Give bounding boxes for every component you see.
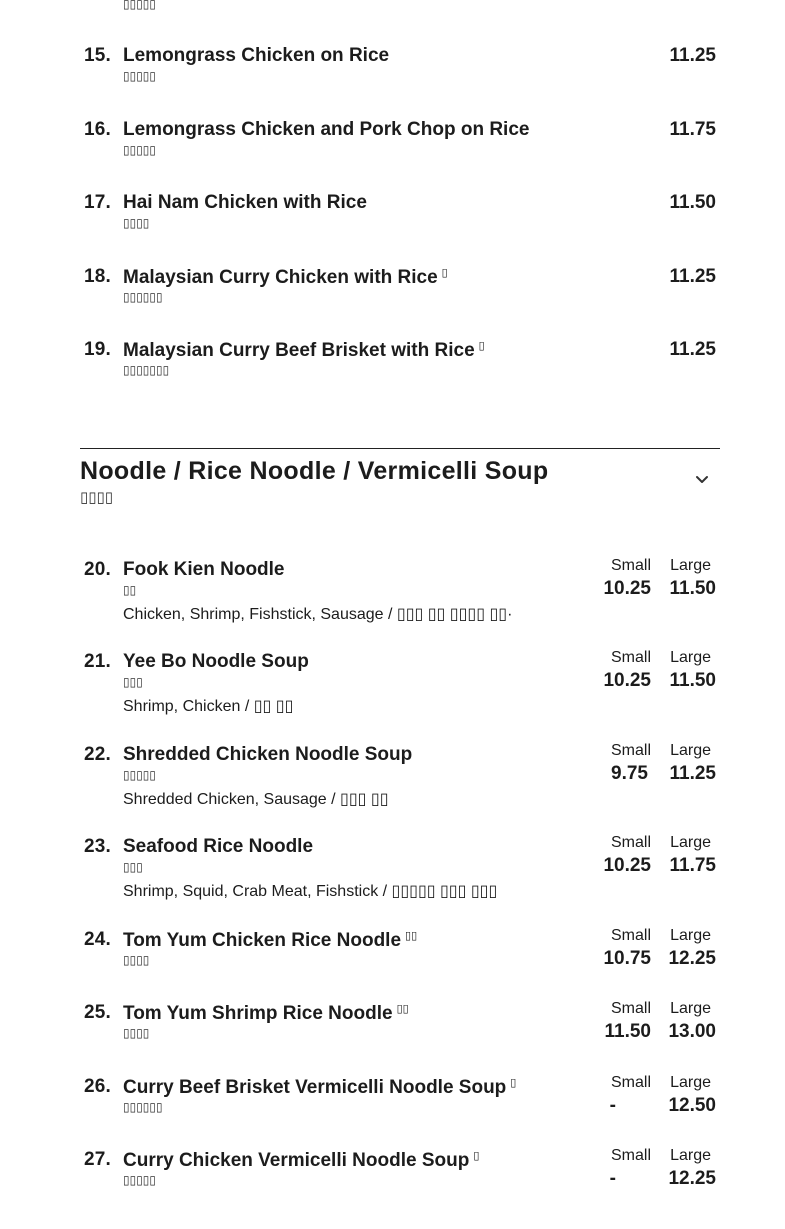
item-native-name: ▯▯▯▯▯▯ (123, 1100, 163, 1114)
menu-item[interactable] (84, 836, 716, 916)
small-price: - (609, 1095, 616, 1116)
large-price: 12.25 (668, 1168, 716, 1189)
item-native-name: ▯▯▯▯▯ (123, 143, 157, 157)
item-name: Seafood Rice Noodle (123, 836, 314, 857)
spicy-icon: ▯▯ (396, 1003, 409, 1015)
large-price: 11.50 (669, 578, 716, 599)
item-name: Malaysian Curry Chicken with Rice ▯ (123, 267, 448, 288)
menu-item[interactable] (84, 1149, 716, 1229)
item-number: 21. (84, 651, 112, 672)
small-price: 10.25 (603, 855, 651, 876)
large-size-label: Large (670, 1147, 711, 1164)
item-name: Shredded Chicken Noodle Soup (123, 744, 413, 765)
item-native-name: ▯▯▯▯▯ (123, 768, 157, 782)
small-size-label: Small (610, 1000, 651, 1017)
large-price: 11.50 (669, 670, 716, 691)
item-name: Lemongrass Chicken and Pork Chop on Rice (123, 119, 530, 140)
small-size-label: Small (610, 1074, 651, 1091)
large-size-label: Large (670, 557, 711, 574)
section-divider (80, 448, 720, 449)
item-number: 25. (84, 1002, 112, 1023)
item-name: Malaysian Curry Beef Brisket with Rice ▯ (123, 340, 485, 361)
item-native-name: ▯▯▯▯▯▯ (123, 290, 163, 304)
small-price: 9.75 (611, 763, 648, 784)
large-price: 11.75 (669, 855, 716, 876)
small-size-label: Small (610, 1147, 651, 1164)
item-number: 16. (84, 119, 112, 140)
small-price: 10.25 (603, 670, 651, 691)
small-price: 10.75 (603, 948, 651, 969)
item-number: 27. (84, 1149, 112, 1170)
small-size-label: Small (610, 649, 651, 666)
spicy-icon: ▯ (441, 267, 448, 279)
small-price: - (609, 1168, 616, 1189)
item-name: Curry Beef Brisket Vermicelli Noodle Soup ▯ (123, 1077, 517, 1098)
item-price: 11.75 (669, 119, 716, 140)
item-number: 17. (84, 192, 112, 213)
item-name: Hai Nam Chicken with Rice (123, 192, 367, 213)
item-native-name: ▯▯▯▯ (123, 1026, 150, 1040)
menu-item[interactable] (84, 192, 716, 272)
large-size-label: Large (670, 927, 711, 944)
item-native-name: ▯▯▯▯ (123, 953, 150, 967)
item-number: 22. (84, 744, 112, 765)
spicy-icon: ▯▯ (405, 930, 418, 942)
item-name: Lemongrass Chicken on Rice (123, 45, 390, 66)
previous-item-subtitle: ▯▯▯▯▯ (123, 0, 157, 11)
large-size-label: Large (670, 1074, 711, 1091)
item-description: Shrimp, Chicken / ▯▯ ▯▯ (123, 698, 294, 715)
large-price: 12.50 (668, 1095, 716, 1116)
item-number: 26. (84, 1076, 112, 1097)
chevron-down-icon[interactable] (692, 470, 712, 490)
menu-item[interactable] (84, 45, 716, 125)
item-native-name: ▯▯▯▯▯ (123, 1173, 157, 1187)
item-number: 18. (84, 266, 112, 287)
item-price: 11.50 (669, 192, 716, 213)
item-native-name: ▯▯▯ (123, 860, 143, 874)
item-price: 11.25 (669, 339, 716, 360)
item-name: Tom Yum Shrimp Rice Noodle ▯▯ (123, 1003, 409, 1024)
spicy-icon: ▯ (478, 340, 485, 352)
menu-item[interactable] (84, 339, 716, 419)
item-native-name: ▯▯ (123, 583, 137, 597)
spicy-icon: ▯ (510, 1077, 517, 1089)
small-size-label: Small (610, 927, 651, 944)
item-number: 15. (84, 45, 112, 66)
large-price: 12.25 (668, 948, 716, 969)
small-price: 11.50 (604, 1021, 651, 1042)
spicy-icon: ▯ (473, 1150, 480, 1162)
small-size-label: Small (610, 557, 651, 574)
menu-item[interactable] (84, 559, 716, 639)
item-description: Shredded Chicken, Sausage / ▯▯▯ ▯▯ (123, 791, 389, 808)
menu-item[interactable] (84, 651, 716, 731)
menu-item[interactable] (84, 1076, 716, 1156)
small-price: 10.25 (603, 578, 651, 599)
item-native-name: ▯▯▯▯▯▯▯ (123, 363, 170, 377)
item-name: Curry Chicken Vermicelli Noodle Soup ▯ (123, 1150, 480, 1171)
item-number: 24. (84, 929, 112, 950)
menu-item[interactable] (84, 744, 716, 824)
menu-item[interactable] (84, 929, 716, 1009)
item-price: 11.25 (669, 45, 716, 66)
item-name: Fook Kien Noodle (123, 559, 285, 580)
large-size-label: Large (670, 1000, 711, 1017)
large-size-label: Large (670, 742, 711, 759)
item-number: 23. (84, 836, 112, 857)
item-number: 19. (84, 339, 112, 360)
item-native-name: ▯▯▯▯ (123, 216, 150, 230)
item-name: Yee Bo Noodle Soup (123, 651, 309, 672)
small-size-label: Small (610, 834, 651, 851)
menu-item[interactable] (84, 119, 716, 199)
menu-item[interactable] (84, 1002, 716, 1082)
large-size-label: Large (670, 834, 711, 851)
item-native-name: ▯▯▯▯▯ (123, 69, 157, 83)
item-description: Shrimp, Squid, Crab Meat, Fishstick / ▯▯▯▯▯ ▯▯▯ ▯▯▯ (123, 883, 498, 900)
section-native-title: ▯▯▯▯ (80, 489, 114, 506)
small-size-label: Small (610, 742, 651, 759)
item-native-name: ▯▯▯ (123, 675, 143, 689)
item-name: Tom Yum Chicken Rice Noodle ▯▯ (123, 930, 418, 951)
large-price: 13.00 (668, 1021, 716, 1042)
item-price: 11.25 (669, 266, 716, 287)
large-price: 11.25 (669, 763, 716, 784)
large-size-label: Large (670, 649, 711, 666)
menu-item[interactable] (84, 266, 716, 346)
item-number: 20. (84, 559, 112, 580)
section-title[interactable]: Noodle / Rice Noodle / Vermicelli Soup (80, 457, 549, 485)
item-description: Chicken, Shrimp, Fishstick, Sausage / ▯▯▯ ▯▯ ▯▯▯▯ ▯▯· (123, 606, 513, 623)
